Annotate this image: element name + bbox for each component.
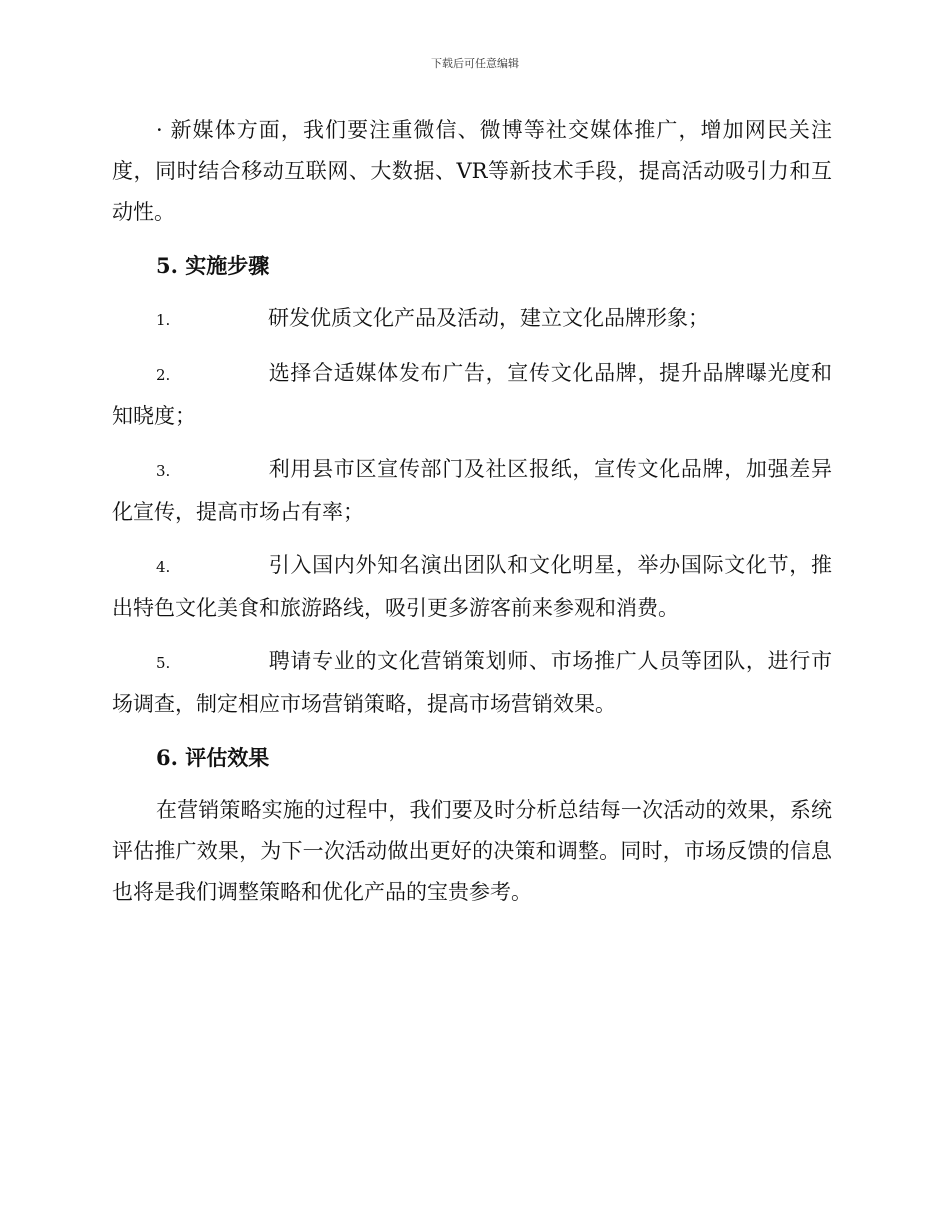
list-item-number: 1. <box>156 311 171 329</box>
list-item-number: 3. <box>156 462 171 480</box>
section-heading-evaluation: 6. 评估效果 <box>156 745 270 770</box>
evaluation-paragraph: 在营销策略实施的过程中，我们要及时分析总结每一次活动的效果，系统评估推广效果，为下一次活动做出更好的决策和调整。同时，市场反馈的信息也将是我们调整策略和优化产品的宝贵参考。 <box>112 798 832 904</box>
list-item <box>112 449 832 533</box>
list-item-text: 研发优质文化产品及活动，建立文化品牌形象； <box>268 306 709 330</box>
list-item-number: 5. <box>156 654 171 672</box>
list-item <box>112 641 832 725</box>
document-body <box>112 110 832 913</box>
page-header: 下载后可任意编辑 <box>431 57 519 70</box>
section-heading-implementation: 5. 实施步骤 <box>156 253 270 278</box>
list-item-number: 4. <box>156 558 171 576</box>
list-item <box>112 353 832 437</box>
list-item-text: 选择合适媒体发布广告，宣传文化品牌，提升品牌曝光度和知晓度； <box>112 361 832 428</box>
list-item-text: 引入国内外知名演出团队和文化明星，举办国际文化节，推出特色文化美食和旅游路线，吸引更多游客前来参观和消费。 <box>112 553 832 620</box>
list-item <box>112 298 832 341</box>
intro-paragraph: · 新媒体方面，我们要注重微信、微博等社交媒体推广，增加网民关注度，同时结合移动互联网、大数据、VR等新技术手段，提高活动吸引力和互动性。 <box>112 118 832 224</box>
list-item-text: 利用县市区宣传部门及社区报纸，宣传文化品牌，加强差异化宣传，提高市场占有率； <box>112 457 832 524</box>
list-item-number: 2. <box>156 366 171 384</box>
list-item <box>112 545 832 629</box>
list-item-text: 聘请专业的文化营销策划师、市场推广人员等团队，进行市场调查，制定相应市场营销策略，提高市场营销效果。 <box>112 649 832 716</box>
